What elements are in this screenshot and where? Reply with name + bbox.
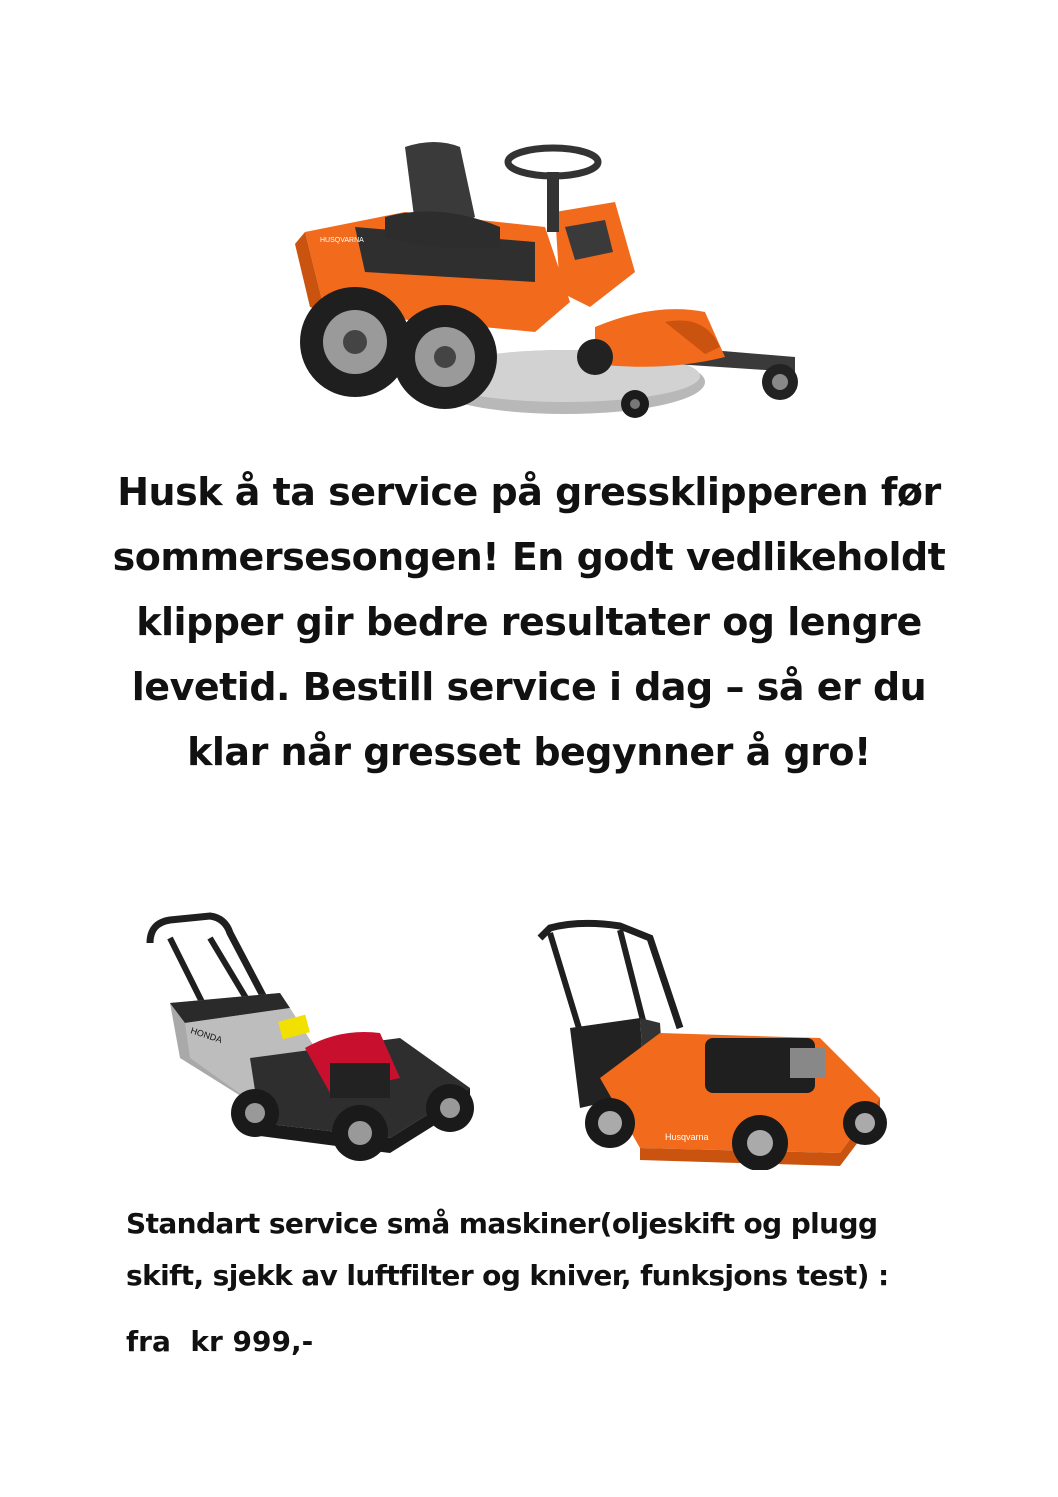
husqvarna-brand-label: Husqvarna: [665, 1132, 709, 1142]
headline-text: Husk å ta service på gressklipperen før sommersesongen! En godt vedlikeholdt klipper gir bedre resultater og lengre levetid. Bestill service i dag – så er du klar når gresset begynner å gro!: [112, 470, 946, 774]
honda-mower-image: [130, 908, 485, 1168]
husqvarna-mower-image: [520, 908, 898, 1170]
honda-brand-label: HONDA: [189, 1025, 224, 1045]
service-description: Standart service små maskiner(oljeskift og plugg skift, sjekk av luftfilter og kniver, funksjons test) :: [126, 1207, 889, 1292]
rider-brand-label: HUSQVARNA: [320, 237, 364, 244]
service-price: fra kr 999,-: [126, 1325, 314, 1358]
riding-mower-image: [235, 132, 815, 432]
